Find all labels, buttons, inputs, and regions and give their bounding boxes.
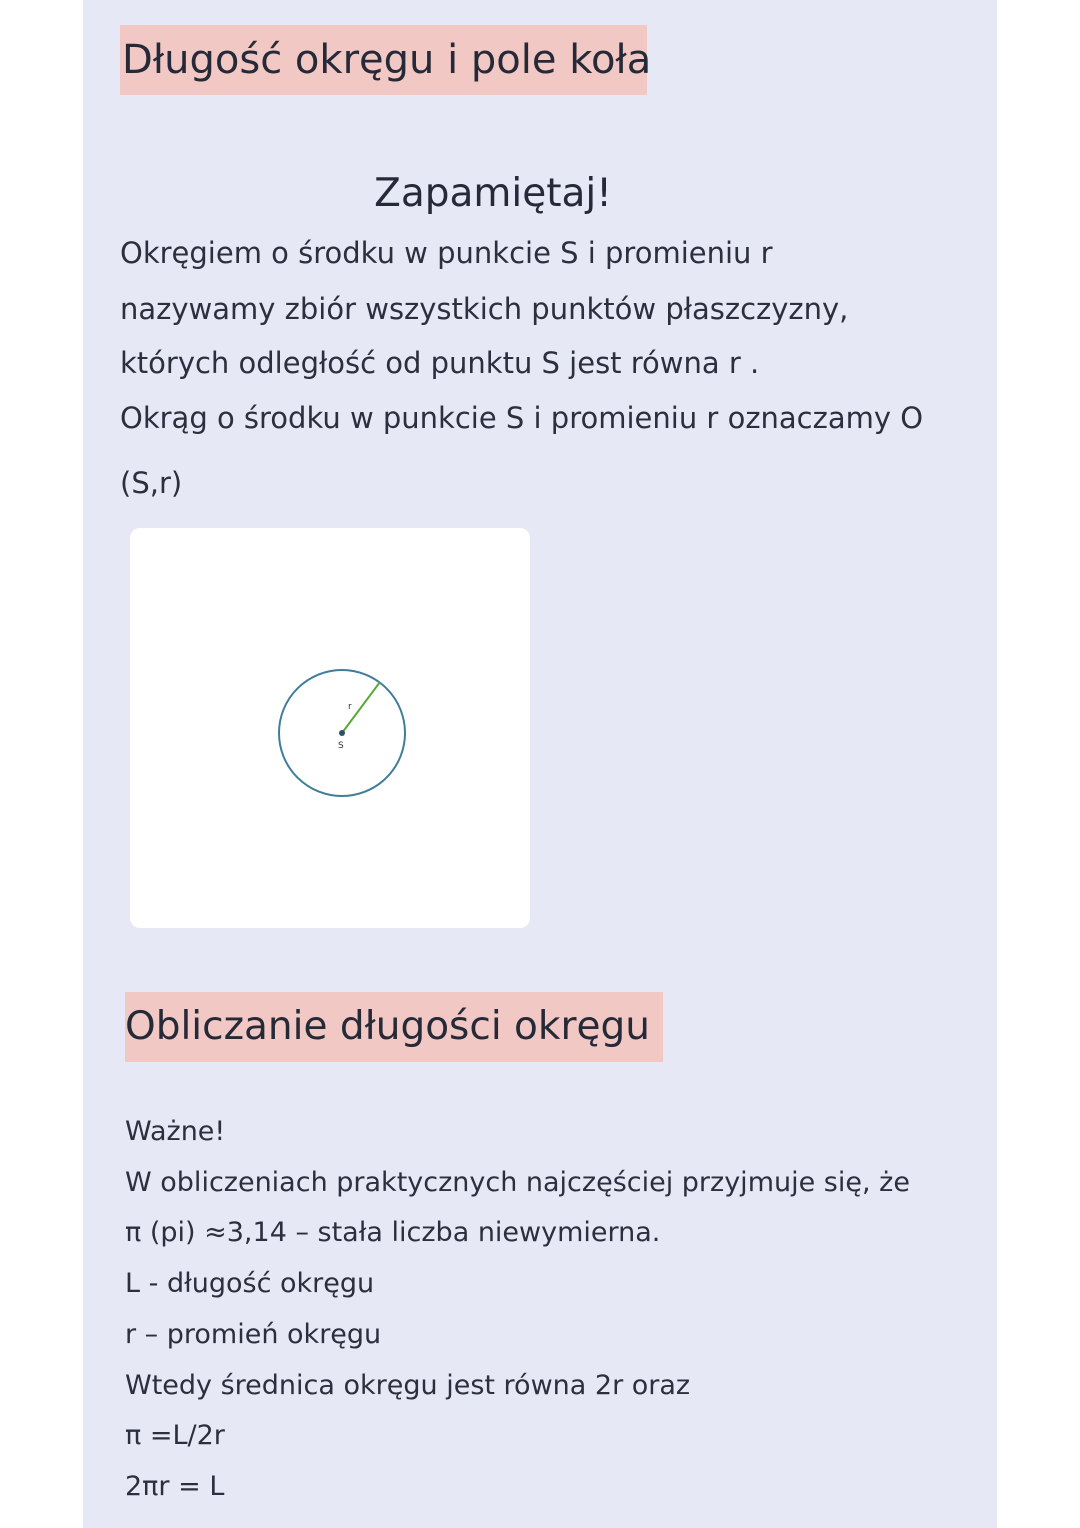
section-heading-circumference: Obliczanie długości okręgu [125, 992, 663, 1062]
definition-line: Okrąg o środku w punkcie S i promieniu r oznaczamy O [120, 401, 924, 435]
remember-title: Zapamiętaj! [374, 171, 612, 216]
center-label: S [338, 741, 344, 751]
circle-diagram [130, 528, 530, 928]
formula-line: 2πr = L [125, 1471, 225, 1502]
center-point [339, 730, 345, 736]
note-line: L - długość okręgu [125, 1268, 375, 1299]
note-line: W obliczeniach praktycznych najczęściej przyjmuje się, że [125, 1167, 910, 1198]
note-line: r – promień okręgu [125, 1319, 382, 1350]
definition-line: (S,r) [120, 466, 183, 500]
note-line: π (pi) ≈3,14 – stała liczba niewymierna. [125, 1217, 661, 1248]
note-page [83, 0, 997, 1528]
definition-line: Okręgiem o środku w punkcie S i promieniu r [120, 236, 773, 270]
circle-figure [130, 528, 530, 928]
radius-label: r [348, 702, 352, 712]
definition-line: których odległość od punktu S jest równa r . [120, 346, 760, 380]
definition-line: nazywamy zbiór wszystkich punktów płaszczyzny, [120, 292, 849, 326]
formula-line: π =L/2r [125, 1420, 225, 1451]
section-heading-circle-length-area: Długość okręgu i pole koła [120, 25, 647, 95]
note-line: Ważne! [125, 1116, 226, 1147]
note-line: Wtedy średnica okręgu jest równa 2r oraz [125, 1370, 691, 1401]
